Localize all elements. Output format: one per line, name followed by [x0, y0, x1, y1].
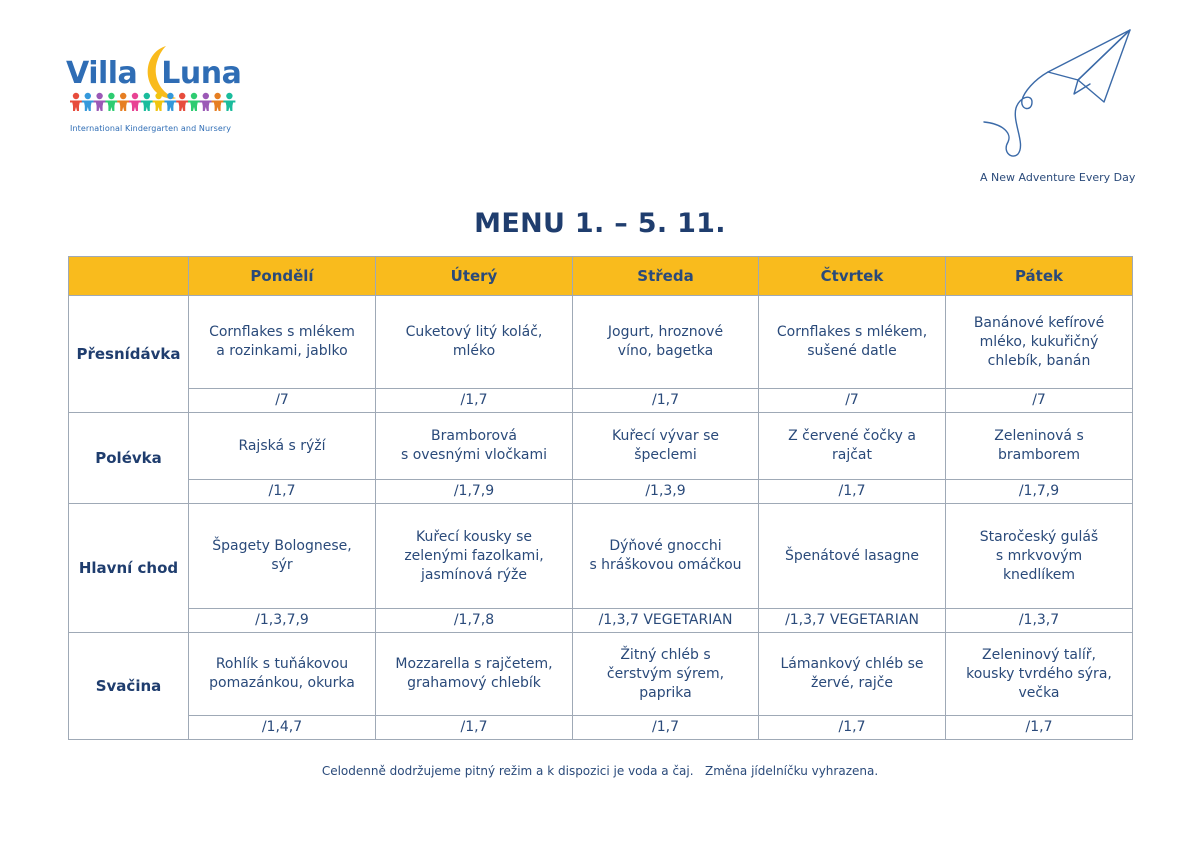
- dish-line: sušené datle: [807, 343, 897, 359]
- logo-word-villa: Villa: [66, 56, 138, 91]
- meal-row: [69, 296, 1133, 389]
- dish-line: s mrkvovým: [995, 547, 1083, 564]
- allergen-cell: /7: [759, 389, 946, 413]
- dish-cell: [573, 504, 759, 609]
- dish-line: Z červené čočky a: [788, 428, 916, 444]
- dish-line: žervé, rajče: [810, 675, 894, 691]
- menu-table: [68, 256, 1133, 740]
- dish-cell: [759, 413, 946, 480]
- logo-subtitle: International Kindergarten and Nursery: [70, 124, 232, 133]
- villa-luna-logo: [66, 48, 246, 138]
- dish-cell: [573, 296, 759, 389]
- dish-line: Žitný chléb s: [620, 646, 711, 663]
- dish-line: rajčat: [832, 447, 872, 463]
- day-header-tuesday: Úterý: [376, 257, 573, 296]
- allergen-row: [69, 609, 1133, 633]
- allergen-cell: /1,3,7: [946, 609, 1133, 633]
- allergen-cell: /1,7: [573, 716, 759, 740]
- paper-plane-icon: [982, 26, 1136, 158]
- meal-name: Svačina: [69, 633, 189, 740]
- dish-line: Cornflakes s mlékem,: [776, 324, 928, 340]
- allergen-cell: /7: [189, 389, 376, 413]
- dish-cell: [189, 296, 376, 389]
- meal-name: Hlavní chod: [69, 504, 189, 633]
- dish-line: Rohlík s tuňákovou: [215, 656, 349, 672]
- dish-line: chlebík, banán: [987, 352, 1091, 369]
- dish-cell: [759, 504, 946, 609]
- dish-cell: [189, 633, 376, 716]
- dish-line: Banánové kefírové: [973, 314, 1105, 331]
- dish-cell: [759, 296, 946, 389]
- dish-line: mléko, kukuřičný: [979, 333, 1099, 350]
- dish-line: s ovesnými vločkami: [400, 447, 548, 463]
- dish-line: čerstvým sýrem,: [606, 665, 725, 682]
- dish-cell: [573, 633, 759, 716]
- dish-line: Kuřecí kousky se: [415, 528, 533, 545]
- day-header-friday: Pátek: [946, 257, 1133, 296]
- dish-cell: [189, 413, 376, 480]
- dish-line: Kuřecí vývar se: [611, 428, 719, 444]
- dish-line: Mozzarella s rajčetem,: [395, 656, 553, 672]
- dish-line: Jogurt, hroznové: [607, 324, 724, 340]
- dish-cell: [759, 633, 946, 716]
- day-header-monday: Pondělí: [189, 257, 376, 296]
- allergen-cell: /1,7,9: [376, 480, 573, 504]
- allergen-cell: /1,7: [189, 480, 376, 504]
- children-figures-icon: [70, 92, 238, 112]
- dish-line: s hráškovou omáčkou: [589, 557, 742, 573]
- allergen-cell: /7: [946, 389, 1133, 413]
- allergen-row: [69, 389, 1133, 413]
- dish-line: kousky tvrdého sýra,: [966, 665, 1112, 682]
- dish-line: bramborem: [997, 447, 1080, 463]
- allergen-row: [69, 716, 1133, 740]
- allergen-cell: /1,7: [759, 716, 946, 740]
- allergen-cell: /1,7: [946, 716, 1133, 740]
- dish-line: Cornflakes s mlékem: [209, 324, 355, 340]
- day-header-thursday: Čtvrtek: [759, 257, 946, 296]
- dish-line: pomazánkou, okurka: [209, 675, 355, 691]
- allergen-cell: /1,3,9: [573, 480, 759, 504]
- dish-line: špeclemi: [634, 447, 697, 463]
- allergen-cell: /1,7: [376, 389, 573, 413]
- dish-line: paprika: [639, 684, 692, 701]
- dish-cell: [376, 633, 573, 716]
- dish-line: grahamový chlebík: [407, 675, 541, 691]
- allergen-row: [69, 480, 1133, 504]
- dish-line: víno, bagetka: [617, 343, 714, 359]
- allergen-cell: /1,3,7 VEGETARIAN: [573, 609, 759, 633]
- allergen-cell: /1,3,7,9: [189, 609, 376, 633]
- dish-line: večka: [1018, 684, 1060, 701]
- dish-line: Špagety Bolognese,: [212, 538, 352, 554]
- meal-name: Přesnídávka: [69, 296, 189, 413]
- meal-row: [69, 504, 1133, 609]
- dish-cell: [573, 413, 759, 480]
- meal-row: [69, 633, 1133, 716]
- meal-name: Polévka: [69, 413, 189, 504]
- menu-title: MENU 1. – 5. 11.: [474, 208, 726, 239]
- dish-line: Dýňové gnocchi: [609, 538, 722, 554]
- dish-line: knedlíkem: [1002, 566, 1076, 583]
- dish-line: zelenými fazolkami,: [404, 547, 544, 564]
- dish-line: Špenátové lasagne: [785, 547, 919, 564]
- dish-line: mléko: [452, 343, 496, 359]
- dish-cell: [946, 413, 1133, 480]
- footnote: Celodenně dodržujeme pitný režim a k dispozici je voda a čaj. Změna jídelníčku vyhrazena.: [321, 764, 879, 778]
- allergen-cell: /1,7,8: [376, 609, 573, 633]
- dish-line: Zeleninová s: [994, 428, 1084, 444]
- dish-cell: [946, 633, 1133, 716]
- dish-cell: [376, 504, 573, 609]
- logo-word-luna: Luna: [161, 56, 242, 91]
- allergen-cell: /1,7: [759, 480, 946, 504]
- dish-line: Bramborová: [431, 428, 517, 444]
- dish-line: Zeleninový talíř,: [982, 646, 1096, 663]
- allergen-cell: /1,4,7: [189, 716, 376, 740]
- dish-cell: [946, 504, 1133, 609]
- corner-cell: [69, 257, 189, 296]
- tagline: A New Adventure Every Day: [980, 171, 1136, 184]
- dish-cell: [376, 413, 573, 480]
- dish-line: Lámankový chléb se: [780, 656, 924, 672]
- allergen-cell: /1,7,9: [946, 480, 1133, 504]
- dish-line: Staročeský guláš: [979, 528, 1099, 545]
- dish-line: Cuketový litý koláč,: [405, 324, 543, 340]
- allergen-cell: /1,3,7 VEGETARIAN: [759, 609, 946, 633]
- dish-cell: [376, 296, 573, 389]
- allergen-cell: /1,7: [376, 716, 573, 740]
- dish-cell: [946, 296, 1133, 389]
- meal-row: [69, 413, 1133, 480]
- dish-cell: [189, 504, 376, 609]
- allergen-cell: /1,7: [573, 389, 759, 413]
- dish-line: jasmínová rýže: [420, 566, 528, 583]
- dish-line: a rozinkami, jablko: [216, 343, 348, 359]
- day-header-wednesday: Středa: [573, 257, 759, 296]
- dish-line: Rajská s rýží: [238, 437, 326, 454]
- days-header-row: [69, 257, 1133, 296]
- dish-line: sýr: [271, 557, 293, 573]
